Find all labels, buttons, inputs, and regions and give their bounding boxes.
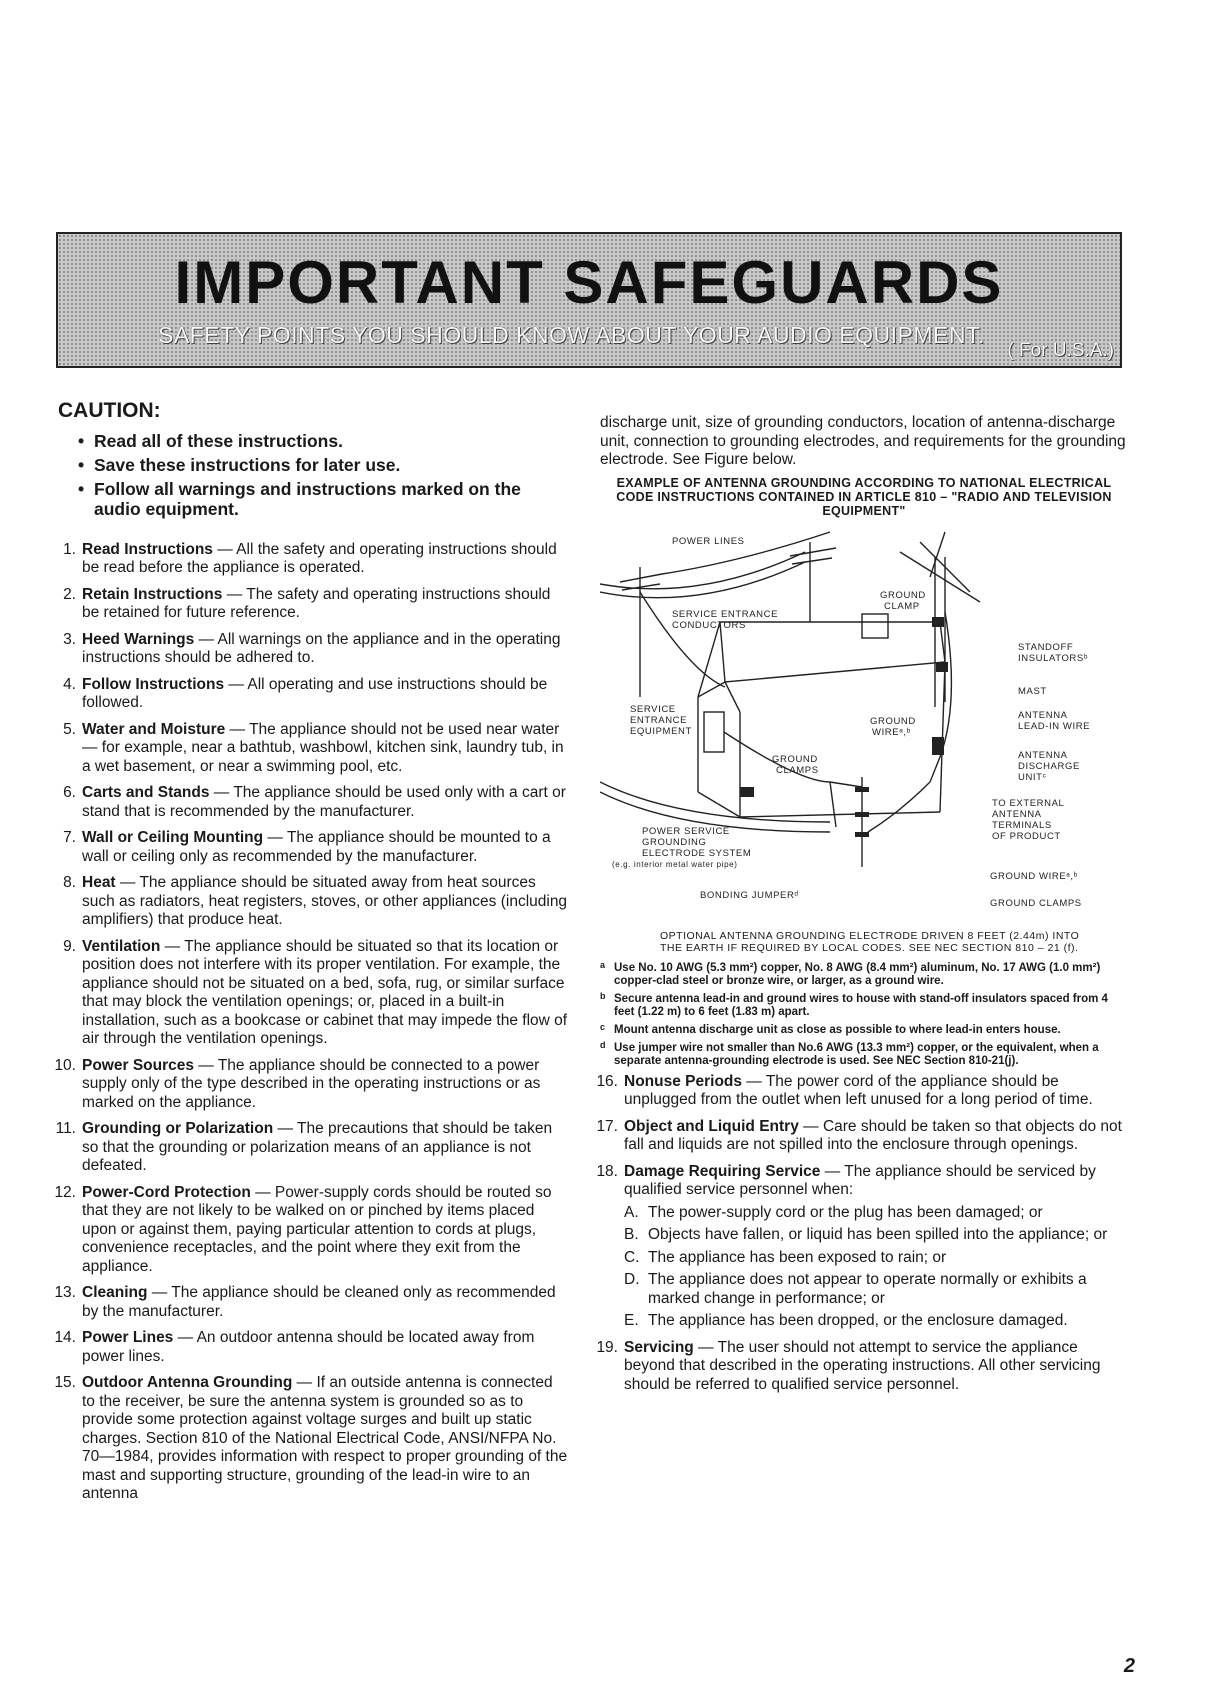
- item-title: Carts and Stands: [82, 784, 210, 801]
- item-title: Retain Instructions: [82, 585, 223, 603]
- instruction-item: [596, 1072, 1128, 1110]
- item-text: — The appliance should be used only with a cart or stand that is recommended by the manufacturer.: [82, 784, 566, 820]
- item-number: 13.: [54, 1284, 76, 1301]
- item-title: Power-Cord Protection: [82, 1183, 251, 1201]
- left-column: [54, 399, 568, 1512]
- footnote-text: Use jumper wire not smaller than No.6 AWG (13.3 mm²) copper, or the equivalent, when a separate antenna-grounding electrode is used. See NEC Section 810-21(j).: [614, 1041, 1099, 1067]
- footnote: [600, 1021, 1128, 1037]
- instruction-item: [58, 586, 568, 623]
- item-title: Damage Requiring Service: [624, 1162, 821, 1180]
- item-number: 7.: [63, 829, 76, 846]
- label-ground-clamps-right: GROUND CLAMPS: [990, 897, 1082, 909]
- item-number: 5.: [63, 720, 76, 738]
- item-number: 16.: [596, 1072, 618, 1090]
- item-title: Wall or Ceiling Mounting: [82, 829, 264, 846]
- label-service-entrance: CONDUCTORS: [672, 619, 746, 631]
- label-service-equipment: ENTRANCE: [630, 714, 688, 726]
- right-column: [596, 414, 1128, 1402]
- caution-item: • Save these instructions for later use.: [58, 455, 568, 475]
- label-bonding-jumper: BONDING JUMPERᵈ: [700, 889, 799, 901]
- instruction-item: [54, 1056, 568, 1113]
- damage-item: [624, 1312, 1128, 1331]
- item-number: 11.: [55, 1120, 76, 1137]
- item-text: — The appliance should be serviced by qualified service personnel when:: [624, 1162, 1096, 1198]
- item-title: Ventilation: [82, 937, 161, 955]
- damage-letter: C.: [624, 1248, 640, 1266]
- antenna-grounding-diagram: [600, 522, 1100, 932]
- instruction-item: [58, 784, 568, 821]
- item-title: Nonuse Periods: [624, 1072, 742, 1090]
- footnote-text: Mount antenna discharge unit as close as possible to where lead-in enters house.: [614, 1023, 1061, 1036]
- label-external-terminals: TO EXTERNAL: [992, 797, 1065, 809]
- label-power-lines: POWER LINES: [672, 535, 745, 547]
- item-text: — Power-supply cords should be routed so that they are not likely to be walked on or pinched by items placed upon or against them, paying particular attention to cords at plugs, convenience receptacles, and the point where they exit from the appliance.: [82, 1183, 552, 1275]
- label-ground-wire: GROUND: [870, 715, 916, 727]
- item-title: Water and Moisture: [82, 720, 226, 738]
- label-service-equipment: SERVICE: [630, 703, 676, 715]
- banner-region: ( For U.S.A.): [1007, 340, 1114, 361]
- figure-title: EXAMPLE OF ANTENNA GROUNDING ACCORDING TO NATIONAL ELECTRICAL CODE INSTRUCTIONS CONTAINED IN ARTICLE 810 – "RADIO AND TELEVISION EQUIPMENT": [616, 475, 1112, 518]
- item-title: Servicing: [624, 1338, 694, 1356]
- footnote: [600, 1039, 1128, 1068]
- item-text: — The appliance should be mounted to a wall or ceiling only as recommended by the manufacturer.: [82, 829, 551, 865]
- instruction-item: [58, 874, 568, 930]
- item-text: — The appliance should be situated so that its location or position does not interfere with its proper ventilation. For example, the appliance should not be situated on a bed, sofa, rug, or similar surface that may block the ventilation openings; or, placed in a built-in installation, such as a bookcase or cabinet that may impede the flow of air through the ventilation openings.: [82, 937, 568, 1047]
- item-text: — The precautions that should be taken so that the grounding or polarization means of an appliance is not defeated.: [82, 1120, 553, 1174]
- item-title: Heat: [82, 874, 116, 891]
- item-text: — All the safety and operating instructions should be read before the appliance is operated.: [82, 540, 557, 576]
- label-external-terminals: OF PRODUCT: [992, 830, 1061, 842]
- item-number: 18.: [596, 1162, 618, 1180]
- instruction-item: [54, 1329, 568, 1366]
- item-title: Heed Warnings: [82, 630, 195, 648]
- item-number: 8.: [63, 874, 76, 891]
- footnote-text: Secure antenna lead-in and ground wires to house with stand-off insulators spaced from 4 feet (1.22 m) to 6 feet (1.83 m) apart.: [614, 992, 1108, 1018]
- damage-letter: B.: [624, 1226, 639, 1243]
- label-power-service: POWER SERVICE: [642, 825, 730, 837]
- instruction-item: [54, 1183, 568, 1277]
- label-external-terminals: TERMINALS: [992, 819, 1052, 831]
- footnote-mark: d: [600, 1039, 606, 1050]
- label-discharge-unit: DISCHARGE: [1018, 760, 1080, 772]
- instruction-item: [58, 721, 568, 777]
- item-text: — Care should be taken so that objects do not fall and liquids are not spilled into the enclosure through openings.: [624, 1117, 1122, 1153]
- header-banner: [56, 232, 1122, 368]
- label-ground-wire-right: GROUND WIREᵃ,ᵇ: [990, 870, 1078, 882]
- damage-text: Objects have fallen, or liquid has been spilled into the appliance; or: [648, 1226, 1108, 1243]
- item-number: 12.: [54, 1183, 76, 1201]
- label-power-service: GROUNDING: [642, 836, 707, 848]
- instruction-item: [596, 1162, 1128, 1331]
- label-ground-wire: WIREᵃ,ᵇ: [872, 726, 911, 738]
- label-discharge-unit: ANTENNA: [1018, 749, 1068, 761]
- banner-subtitle: SAFETY POINTS YOU SHOULD KNOW ABOUT YOUR AUDIO EQUIPMENT.: [158, 322, 985, 348]
- label-discharge-unit: UNITᶜ: [1018, 771, 1047, 783]
- damage-text: The appliance does not appear to operate normally or exhibits a marked change in performance; or: [648, 1271, 1087, 1307]
- item-title: Cleaning: [82, 1284, 148, 1301]
- item-number: 15.: [54, 1374, 76, 1391]
- item-text: — The user should not attempt to service the appliance beyond that described in the operating instructions. All other servicing should be referred to qualified service personnel.: [624, 1338, 1101, 1393]
- footnote-mark: c: [600, 1021, 606, 1032]
- figure-note: OPTIONAL ANTENNA GROUNDING ELECTRODE DRIVEN 8 FEET (2.44m) INTO THE EARTH IF REQUIRED BY LOCAL CODES. SEE NEC SECTION 810 – 21 (f).: [660, 929, 1080, 954]
- item-number: 6.: [63, 784, 76, 801]
- label-standoff: INSULATORSᵇ: [1018, 652, 1089, 664]
- item-title: Power Lines: [82, 1329, 174, 1346]
- item-text: — If an outside antenna is connected to the receiver, be sure the antenna system is grounded so as to provide some protection against voltage surges and built up static charges. Section 810 of the National Electrical Code, ANSI/NFPA No. 70—1984, provides information with respect to proper grounding of the mast and supporting structure, grounding of the lead-in wire to an antenna: [82, 1374, 568, 1502]
- instruction-item: [58, 541, 568, 578]
- label-ground-clamp: CLAMP: [884, 600, 920, 612]
- damage-letter: D.: [624, 1271, 640, 1288]
- item-number: 19.: [596, 1338, 618, 1356]
- damage-item: [624, 1204, 1128, 1223]
- instruction-item: [54, 1284, 568, 1321]
- instruction-item: [58, 631, 568, 668]
- instruction-item: [54, 1374, 568, 1504]
- continuation-text: discharge unit, size of grounding conductors, location of antenna-discharge unit, connection to grounding electrodes, and requirements for the grounding electrode. See Figure below.: [600, 414, 1126, 468]
- instruction-item: [596, 1117, 1128, 1155]
- item-text: — The appliance should not be used near water — for example, near a bathtub, washbowl, kitchen sink, laundry tub, in a wet basement, or near a swimming pool, etc.: [82, 720, 564, 775]
- damage-item: [624, 1271, 1128, 1308]
- damage-letter: A.: [624, 1203, 639, 1221]
- item-number: 2.: [63, 585, 76, 603]
- item-title: Read Instructions: [82, 540, 213, 558]
- damage-text: The appliance has been dropped, or the enclosure damaged.: [648, 1312, 1068, 1329]
- label-external-terminals: ANTENNA: [992, 808, 1042, 820]
- caution-title: CAUTION:: [58, 399, 161, 422]
- banner-title: IMPORTANT SAFEGUARDS: [174, 249, 1004, 316]
- damage-item: [624, 1249, 1128, 1268]
- item-number: 10.: [54, 1056, 76, 1074]
- footnote-mark: a: [600, 959, 606, 970]
- damage-item: [624, 1226, 1128, 1245]
- label-power-service: ELECTRODE SYSTEM: [642, 847, 752, 859]
- footnote-mark: b: [600, 990, 606, 1001]
- label-ground-clamp: GROUND: [880, 589, 926, 601]
- footnote: [600, 990, 1128, 1019]
- item-number: 17.: [596, 1117, 618, 1135]
- damage-letter: E.: [624, 1312, 639, 1329]
- label-ground-clamps: CLAMPS: [776, 764, 819, 776]
- item-title: Grounding or Polarization: [82, 1120, 274, 1137]
- item-text: — All operating and use instructions should be followed.: [82, 675, 548, 711]
- item-number: 4.: [63, 675, 76, 693]
- caution-list: [58, 431, 568, 519]
- label-service-equipment: EQUIPMENT: [630, 725, 692, 737]
- item-number: 9.: [63, 937, 76, 955]
- item-text: — The power cord of the appliance should be unplugged from the outlet when left unused for a long period of time.: [624, 1072, 1093, 1108]
- item-number: 3.: [63, 630, 76, 648]
- item-title: Follow Instructions: [82, 675, 225, 693]
- label-service-entrance: SERVICE ENTRANCE: [672, 608, 779, 620]
- label-antenna-lead-in: ANTENNA: [1018, 709, 1068, 721]
- instruction-item: [596, 1338, 1128, 1395]
- instruction-item: [58, 676, 568, 713]
- footnote: [600, 959, 1128, 988]
- page-number: 2: [1123, 1655, 1135, 1677]
- caution-item: • Follow all warnings and instructions marked on the audio equipment.: [58, 479, 568, 519]
- item-text: — The appliance should be cleaned only as recommended by the manufacturer.: [82, 1284, 556, 1320]
- item-text: — The appliance should be connected to a power supply only of the type described in the operating instructions or as marked on the appliance.: [82, 1056, 541, 1111]
- item-text: — All warnings on the appliance and in the operating instructions should be adhered to.: [82, 630, 561, 666]
- item-number: 14.: [54, 1329, 76, 1346]
- item-title: Power Sources: [82, 1056, 194, 1074]
- item-text: — An outdoor antenna should be located away from power lines.: [82, 1329, 535, 1365]
- instruction-item: [58, 829, 568, 866]
- label-antenna-lead-in: LEAD-IN WIRE: [1018, 720, 1091, 732]
- label-standoff: STANDOFF: [1018, 641, 1074, 653]
- item-text: — The appliance should be situated away from heat sources such as radiators, heat registers, stoves, or other appliances (including amplifiers) that produce heat.: [82, 874, 568, 928]
- item-number: 1.: [63, 540, 76, 558]
- instruction-item: [55, 1120, 568, 1176]
- label-ground-clamps: GROUND: [772, 753, 818, 765]
- label-power-service: (e.g. interior metal water pipe): [612, 859, 738, 869]
- item-title: Object and Liquid Entry: [624, 1117, 799, 1135]
- item-title: Outdoor Antenna Grounding: [82, 1374, 293, 1391]
- label-mast: MAST: [1018, 685, 1047, 697]
- damage-text: The power-supply cord or the plug has been damaged; or: [648, 1203, 1043, 1221]
- caution-item: • Read all of these instructions.: [58, 431, 568, 451]
- footnote-text: Use No. 10 AWG (5.3 mm²) copper, No. 8 AWG (8.4 mm²) aluminum, No. 17 AWG (1.0 mm²) copper-clad steel or bronze wire, or larger, as a ground wire.: [614, 961, 1101, 987]
- item-text: — The safety and operating instructions should be retained for future reference.: [82, 585, 551, 621]
- damage-text: The appliance has been exposed to rain; or: [648, 1248, 947, 1266]
- instruction-item: [58, 938, 568, 1049]
